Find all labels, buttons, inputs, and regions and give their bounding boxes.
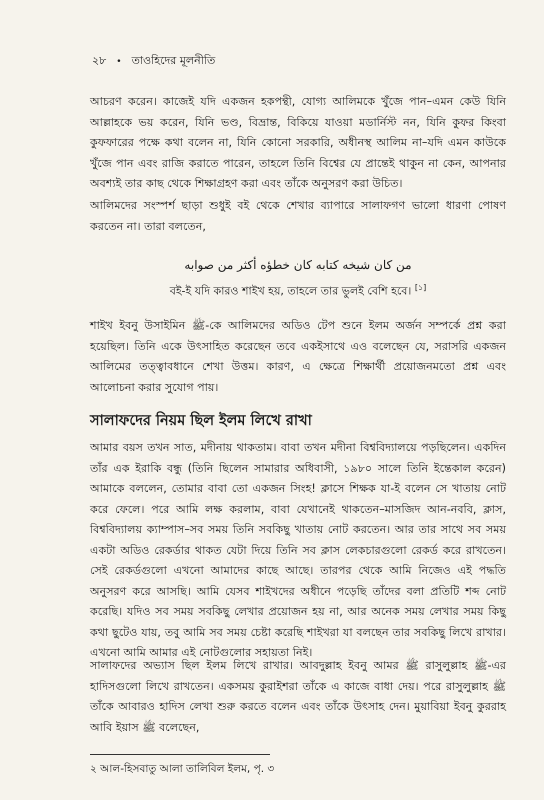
running-title: তাওহিদের মূলনীতি — [131, 54, 216, 67]
arabic-quote: من كان شيخه كتابه كان خطؤه أكثر من صوابه — [184, 258, 412, 272]
translated-quote — [90, 282, 506, 302]
section-heading: সালাফদের নিয়ম ছিল ইলম লিখে রাখা — [90, 413, 312, 429]
paragraph-1: আচরণ করেন। কাজেই যদি একজন হকপন্থী, যোগ্য আলিমকে খুঁজে পান–এমন কেউ যিনি আল্লাহকে ভয় করেন, যিনি ভণ্ড, বিভ্রান্ত, বিকিয়ে যাওয়া মডার্নিস্ট নন, যিনি কুফর কিংবা কুফফারের পক্ষে কথা বলেন না, যিনি কোনো সরকারি, অধীনস্থ আলিম না–যদি এমন কাউকে খুঁজে পান এবং রাজি করাতে পারেন, তাহলে তিনি বিশ্বের যে প্রান্তেই থাকুন না কেন, আপনার অবশ্যই তার কাছ থেকে শিক্ষাগ্রহণ করা এবং তাঁকে অনুসরণ করা উচিত। — [90, 95, 506, 190]
footnote-divider — [90, 754, 270, 755]
header-separator: • — [116, 56, 122, 67]
paragraph-4: আমার বয়স তখন সাত, মদীনায় থাকতাম। বাবা তখন মদীনা বিশ্ববিদ্যালয়ে পড়ছিলেন। একদিন তাঁর এক ইরাকি বন্ধু (তিনি ছিলেন সামারার অধিবাসী, ১৯৮০ সালে তিনি ইন্তেকাল করেন) আমাকে বললেন, তোমার বাবা তো একজন সিংহ! ক্লাসে শিক্ষক যা-ই বলেন সে খাতায় নোট করে ফেলে। পরে আমি লক্ষ করলাম, বাবা যেখানেই থাকতেন–মাসজিদ আন-নববি, ক্লাস, বিশ্ববিদ্যালয় ক্যাম্পাস–সব সময় তিনি সবকিছু খাতায় নোট করতেন। আর তার সাথে সব সময় একটা অডিও রেকর্ডার থাকত যেটা দিয়ে তিনি সব ক্লাস লেকচারগুলো রেকর্ড করে রাখতেন। সেই রেকর্ডগুলো এখনো আমাদের কাছে আছে। তারপর থেকে আমি নিজেও এই পদ্ধতি অনুসরণ করে আসছি। আমি যেসব শাইখদের অধীনে পড়েছি তাঁদের বলা প্রতিটি শব্দ নোট করেছি। যদিও সব সময় সবকিছু লেখার প্রয়োজন হয় না, আর অনেক সময় লেখার সময় কিছু কথা ছুটেও যায়, তবু আমি সব সময় চেষ্টা করেছি শাইখরা যা বলছেন তার সবকিছু লিখে রাখার। এখনো আমি আমার এই নোটগুলোর সহায়তা নিই। — [90, 441, 506, 659]
paragraph-2: আলিমদের সংস্পর্শ ছাড়া শুধুই বই থেকে শেখার ব্যাপারে সালাফগণ ভালো ধারণা পোষণ করতেন না। তারা বলতেন, — [90, 199, 506, 233]
page-number: ২৮ — [92, 54, 107, 67]
page-header — [92, 52, 215, 71]
paragraph-3: শাইখ ইবনু উসাইমিন ﷺ-কে আলিমদের অডিও টেপ শুনে ইলম অর্জন সম্পর্কে প্রশ্ন করা হয়েছিল। তিনি একে উৎসাহিত করেছেন তবে একইসাথে এও বলেছেন যে, সরাসরি একজন আলিমের তত্ত্বাবধানে শেখা উত্তম। কারণ, এ ক্ষেত্রে শিক্ষার্থী প্রয়োজনমতো প্রশ্ন এবং আলোচনা করার সুযোগ পায়। — [90, 319, 506, 394]
footnote: ২ আল-হিসবাতু আলা তালিবিল ইলম, পৃ. ৩ — [90, 763, 275, 775]
quote-text: বই-ই যদি কারও শাইখ হয়, তাহলে তার ভুলই বেশি হবে। — [169, 284, 412, 298]
footnote-ref: [১] — [414, 283, 427, 292]
paragraph-5: সালাফদের অভ্যাস ছিল ইলম লিখে রাখার। আবদুল্লাহ ইবনু আমর ﷺ রাসুলুল্লাহ ﷺ-এর হাদিসগুলো লিখে রাখতেন। একসময় কুরাইশরা তাঁকে এ কাজে বাধা দেয়। পরে রাসুলুল্লাহ ﷺ তাঁকে আবারও হাদিস লেখা শুরু করতে বলেন এবং তাঁকে উৎসাহ দেন। মুয়াবিয়া ইবনু কুররাহ আবি ইয়াস ﷺ বলেছেন, — [90, 659, 507, 734]
